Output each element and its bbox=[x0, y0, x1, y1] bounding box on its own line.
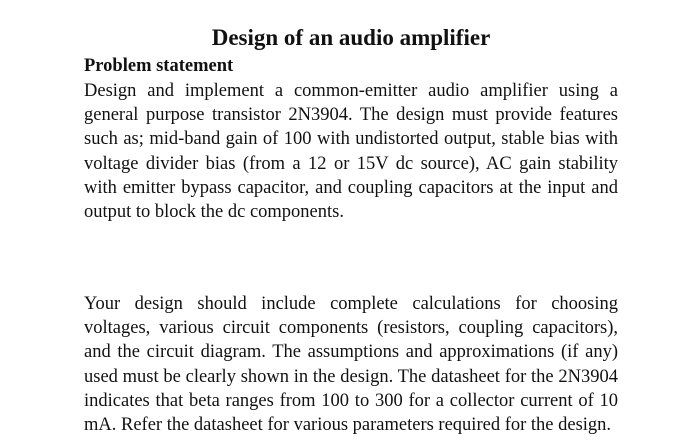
section-heading: Problem statement bbox=[84, 56, 234, 76]
paragraph-problem-description: Design and implement a common-emitter audio amplifier using a general purpose transistor 2N3904. The design must provide features such as; mid-band gain of 100 with undistorted output, stable bias with voltage divider bias (from a 12 or 15V dc source), AC gain stability with emitter bypass capacitor, and coupling capacitors at the input and output to block the dc components. bbox=[84, 81, 618, 223]
paragraph-design-requirements: Your design should include complete calculations for choosing voltages, various circuit components (resistors, coupling capacitors), and the circuit diagram. The assumptions and approximations (if any) used must be clearly shown in the design. The datasheet for the 2N3904 indicates that beta ranges from 100 to 300 for a collector current of 10 mA. Refer the datasheet for various parameters required for the design. bbox=[84, 294, 618, 436]
document-title: Design of an audio amplifier bbox=[211, 25, 491, 50]
